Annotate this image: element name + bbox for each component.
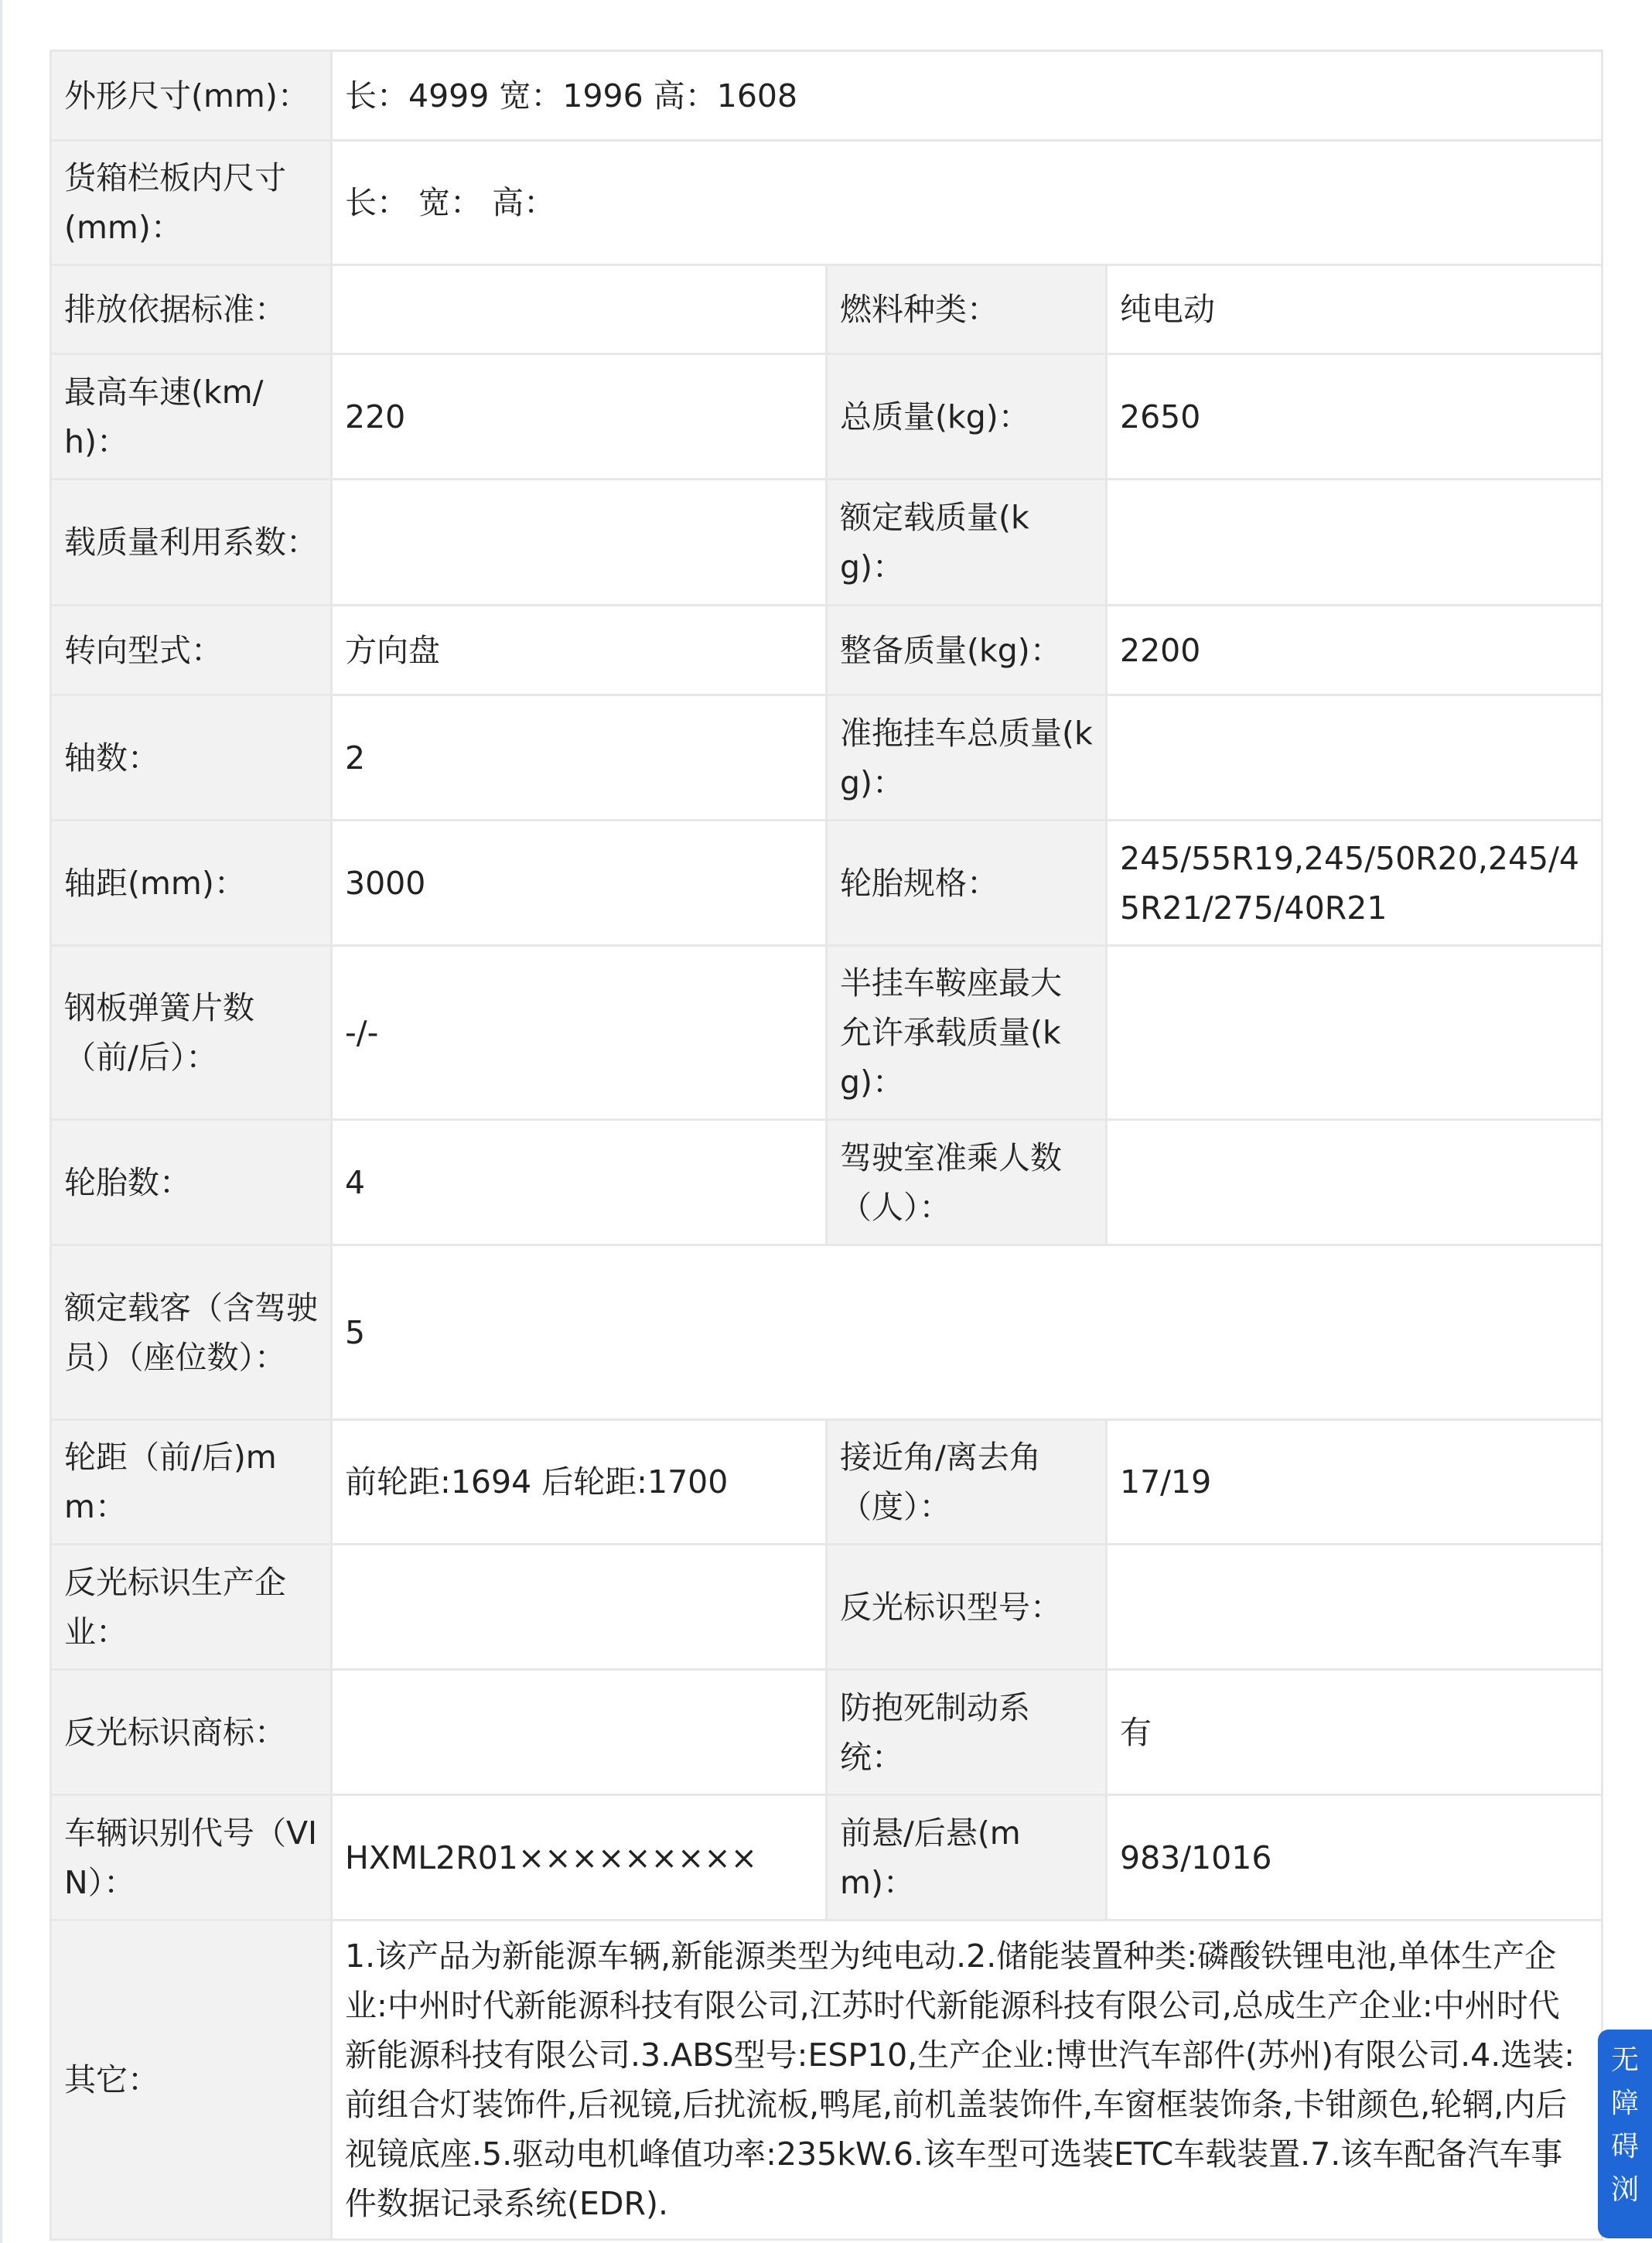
table-row [51,354,1603,480]
spec-value [332,480,827,606]
spec-value [332,1545,827,1670]
spec-value: 245/55R19,245/50R20,245/45R21/275/40R21 [1107,821,1603,946]
spec-value: 前轮距:1694 后轮距:1700 [332,1420,827,1545]
spec-label: 驾驶室准乘人数（人）： [827,1120,1107,1245]
spec-label: 外形尺寸(mm)： [51,51,332,141]
spec-value [1107,1545,1603,1670]
spec-value: 5 [332,1245,1603,1420]
spec-label: 防抱死制动系统： [827,1670,1107,1795]
spec-label: 车辆识别代号（VIN）： [51,1795,332,1920]
spec-value [1107,946,1603,1120]
table-row [51,946,1603,1120]
spec-value: 纯电动 [1107,265,1603,354]
spec-value: 长： 宽： 高： [332,141,1603,265]
spec-value [1107,695,1603,821]
spec-value: 2650 [1107,354,1603,480]
spec-label: 轮距（前/后)mm： [51,1420,332,1545]
spec-label: 轮胎数： [51,1120,332,1245]
spec-label: 轮胎规格： [827,821,1107,946]
spec-label: 准拖挂车总质量(kg)： [827,695,1107,821]
spec-label: 钢板弹簧片数（前/后）： [51,946,332,1120]
spec-value: 17/19 [1107,1420,1603,1545]
table-row [51,1420,1603,1545]
spec-value: 220 [332,354,827,480]
spec-value [1107,1120,1603,1245]
spec-label: 载质量利用系数： [51,480,332,606]
spec-label: 排放依据标准： [51,265,332,354]
spec-value: 1.该产品为新能源车辆,新能源类型为纯电动.2.储能装置种类:磷酸铁锂电池,单体生产企业:中州时代新能源科技有限公司,江苏时代新能源科技有限公司,总成生产企业:中州时代新能源科技有限公司.3.ABS型号:ESP10,生产企业:博世汽车部件(苏州)有限公司.4.选装:前组合灯装饰件,后视镜,后扰流板,鸭尾,前机盖装饰件,车窗框装饰条,卡钳颜色,轮辋,内后视镜底座.5.驱动电机峰值功率:235kW.6.该车型可选装ETC车载装置.7.该车配备汽车事件数据记录系统(EDR). [332,1920,1603,2240]
table-row [51,1545,1603,1670]
spec-label: 额定载质量(kg)： [827,480,1107,606]
spec-label: 反光标识商标： [51,1670,332,1795]
table-row [51,1920,1603,2240]
spec-label: 其它： [51,1920,332,2240]
spec-label: 整备质量(kg)： [827,606,1107,695]
spec-value: 有 [1107,1670,1603,1795]
spec-label: 前悬/后悬(mm)： [827,1795,1107,1920]
table-row [51,695,1603,821]
table-row [51,141,1603,265]
spec-label: 反光标识型号： [827,1545,1107,1670]
spec-value: 2 [332,695,827,821]
spec-label: 转向型式： [51,606,332,695]
accessibility-button-char: 障 [1610,2088,1639,2119]
spec-label: 总质量(kg)： [827,354,1107,480]
accessibility-button-char: 浏 [1610,2174,1639,2206]
table-row [51,480,1603,606]
spec-value [332,1670,827,1795]
accessibility-browse-button[interactable] [1598,2030,1652,2238]
spec-label: 轴数： [51,695,332,821]
table-row [51,821,1603,946]
spec-value: 4 [332,1120,827,1245]
spec-value: 983/1016 [1107,1795,1603,1920]
table-row [51,1120,1603,1245]
vehicle-spec-table [49,50,1603,2241]
spec-value [1107,480,1603,606]
spec-value: 2200 [1107,606,1603,695]
table-row [51,51,1603,141]
spec-value: 长：4999 宽：1996 高：1608 [332,51,1603,141]
spec-label: 半挂车鞍座最大允许承载质量(kg)： [827,946,1107,1120]
spec-label: 轴距(mm)： [51,821,332,946]
table-row [51,1670,1603,1795]
spec-label: 货箱栏板内尺寸(mm)： [51,141,332,265]
spec-value: HXML2R01××××××××× [332,1795,827,1920]
table-row [51,1795,1603,1920]
spec-value [332,265,827,354]
spec-label: 最高车速(km/h)： [51,354,332,480]
table-row [51,265,1603,354]
table-row [51,1245,1603,1420]
spec-value: 方向盘 [332,606,827,695]
spec-value: -/- [332,946,827,1120]
spec-label: 接近角/离去角（度）： [827,1420,1107,1545]
spec-label: 燃料种类： [827,265,1107,354]
table-row [51,606,1603,695]
spec-label: 额定载客（含驾驶员）（座位数）： [51,1245,332,1420]
accessibility-button-char: 碍 [1610,2131,1639,2163]
spec-label: 反光标识生产企业： [51,1545,332,1670]
accessibility-button-char: 无 [1610,2044,1639,2076]
spec-value: 3000 [332,821,827,946]
